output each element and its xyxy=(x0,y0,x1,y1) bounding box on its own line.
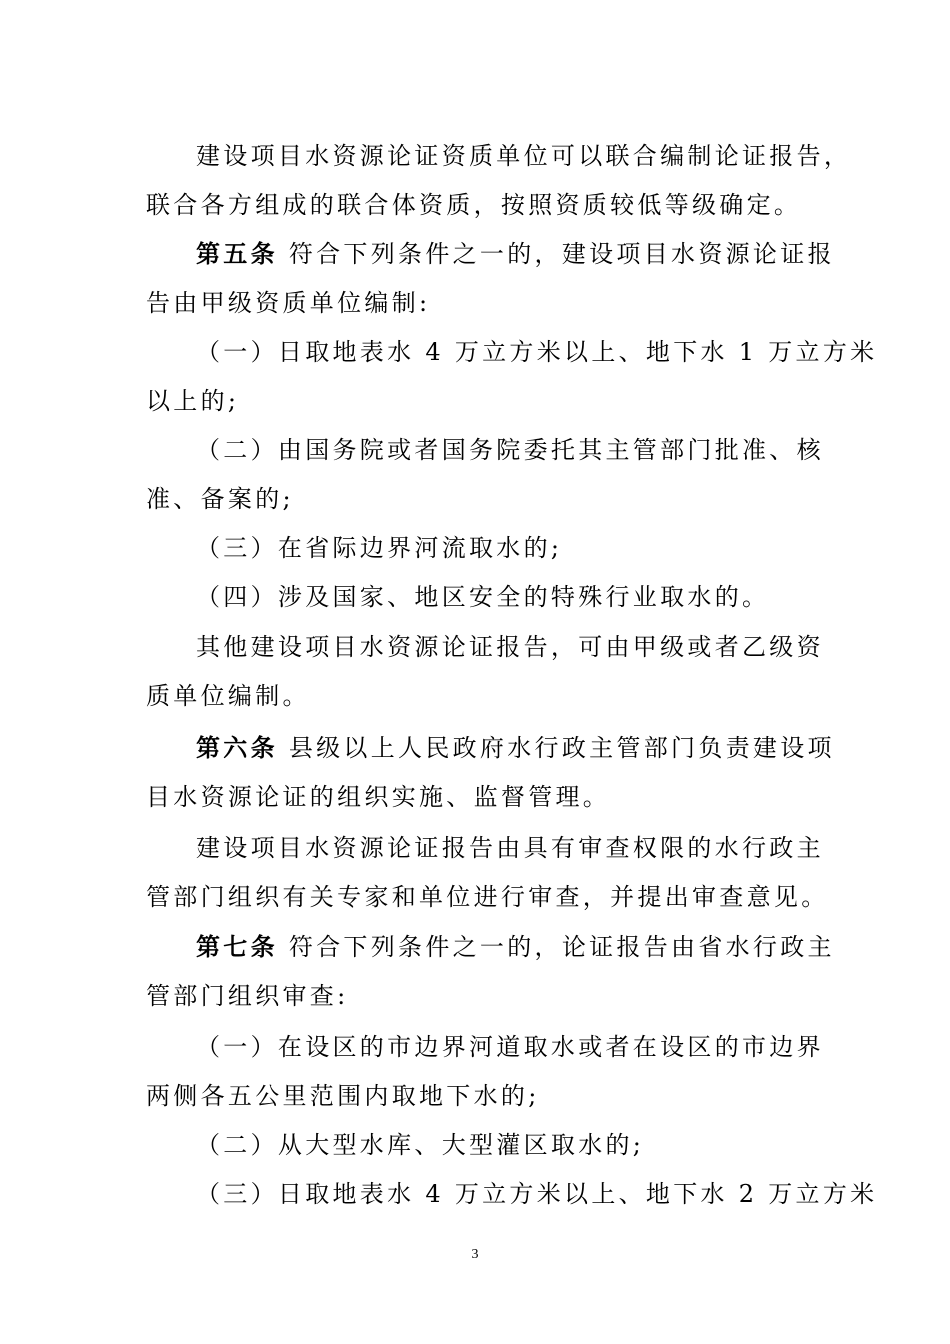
article-heading: 第五条 xyxy=(196,239,278,268)
paragraph-line: 建设项目水资源论证报告由具有审查权限的水行政主 xyxy=(196,834,824,862)
paragraph-line: 两侧各五公里范围内取地下水的; xyxy=(146,1082,540,1110)
paragraph-line: 管部门组织审查: xyxy=(146,982,349,1010)
paragraph-line: 质单位编制。 xyxy=(146,682,310,710)
list-item-line: （二）从大型水库、大型灌区取水的; xyxy=(196,1131,645,1159)
list-item-line: （一）在设区的市边界河道取水或者在设区的市边界 xyxy=(196,1033,824,1061)
list-item-line: （三）在省际边界河流取水的; xyxy=(196,534,563,562)
article-heading: 第七条 xyxy=(196,932,278,961)
paragraph-line: 管部门组织有关专家和单位进行审查，并提出审查意见。 xyxy=(146,883,829,911)
list-item-line: （三）日取地表水 4 万立方米以上、地下水 2 万立方米 xyxy=(196,1180,878,1208)
paragraph-line: 其他建设项目水资源论证报告，可由甲级或者乙级资 xyxy=(196,633,824,661)
page-number: 3 xyxy=(471,1247,479,1262)
list-item-line: （一）日取地表水 4 万立方米以上、地下水 1 万立方米 xyxy=(196,338,878,366)
paragraph-line: 准、备案的; xyxy=(146,485,294,513)
article-heading: 第六条 xyxy=(196,733,278,762)
list-item-line: （二）由国务院或者国务院委托其主管部门批准、核 xyxy=(196,436,824,464)
list-item-line: （四）涉及国家、地区安全的特殊行业取水的。 xyxy=(196,583,770,611)
paragraph-line: 目水资源论证的组织实施、监督管理。 xyxy=(146,783,611,811)
paragraph-line: 联合各方组成的联合体资质，按照资质较低等级确定。 xyxy=(146,191,802,219)
article-6-line: 第六条 县级以上人民政府水行政主管部门负责建设项 xyxy=(196,733,835,762)
paragraph-line: 建设项目水资源论证资质单位可以联合编制论证报告， xyxy=(196,142,852,170)
paragraph-line: 告由甲级资质单位编制: xyxy=(146,289,431,317)
paragraph-line: 以上的; xyxy=(146,387,240,415)
article-5-line: 第五条 符合下列条件之一的，建设项目水资源论证报 xyxy=(196,239,835,268)
article-7-line: 第七条 符合下列条件之一的，论证报告由省水行政主 xyxy=(196,932,835,961)
